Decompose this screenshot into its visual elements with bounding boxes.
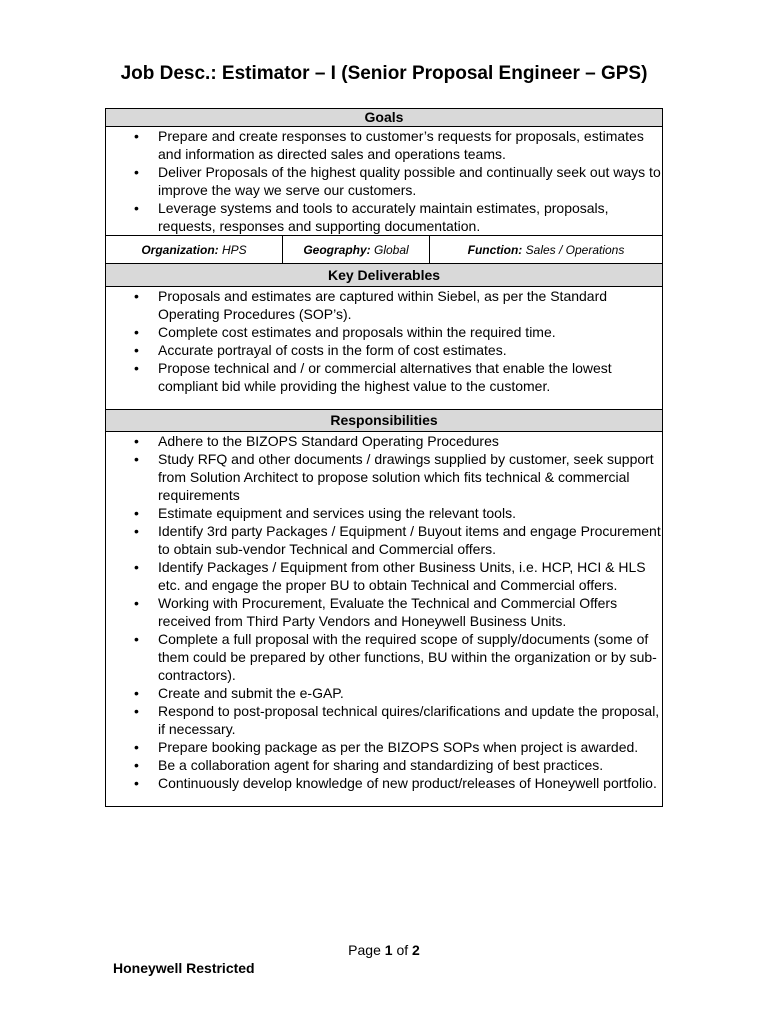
- responsibilities-header: Responsibilities: [106, 410, 663, 432]
- responsibilities-section: [106, 432, 663, 807]
- page-number: [0, 942, 768, 958]
- goals-list: [106, 127, 662, 235]
- function-cell: [430, 236, 663, 264]
- responsibility-item: • Working with Procurement, Evaluate the Technical and Commercial Offers received from Third Party Vendors and Honeywell Business Units.: [158, 594, 662, 630]
- job-description-table: [105, 108, 663, 807]
- geography-cell: [283, 236, 430, 264]
- responsibility-item: • Estimate equipment and services using the relevant tools.: [158, 504, 662, 522]
- responsibility-item: • Prepare booking package as per the BIZOPS SOPs when project is awarded.: [158, 738, 662, 756]
- responsibility-item: • Be a collaboration agent for sharing and standardizing of best practices.: [158, 756, 662, 774]
- goals-section: [106, 127, 663, 236]
- page-total: 2: [412, 942, 420, 958]
- goal-item: • Prepare and create responses to customer’s requests for proposals, estimates and information as directed sales and operations teams.: [158, 127, 662, 163]
- deliverable-item: • Accurate portrayal of costs in the form of cost estimates.: [158, 341, 662, 359]
- deliverable-item: • Proposals and estimates are captured within Siebel, as per the Standard Operating Procedures (SOP’s).: [158, 287, 662, 323]
- key-deliverables-header: Key Deliverables: [106, 264, 663, 287]
- responsibility-item: • Continuously develop knowledge of new product/releases of Honeywell portfolio.: [158, 774, 662, 792]
- document-title: Job Desc.: Estimator – I (Senior Proposal Engineer – GPS): [120, 63, 648, 84]
- organization-cell: [106, 236, 283, 264]
- responsibility-item: • Identify 3rd party Packages / Equipment / Buyout items and engage Procurement to obtain sub-vendor Technical and Commercial offers.: [158, 522, 662, 558]
- page-current: 1: [384, 942, 393, 958]
- geography-value: Global: [374, 242, 409, 257]
- organization-value: HPS: [222, 242, 247, 257]
- responsibility-item: • Create and submit the e-GAP.: [158, 684, 662, 702]
- goal-item: • Deliver Proposals of the highest quality possible and continually seek out ways to improve the way we serve our customers.: [158, 163, 662, 199]
- deliverable-item: • Propose technical and / or commercial alternatives that enable the lowest compliant bid while providing the highest value to the customer.: [158, 359, 662, 395]
- responsibility-item: • Respond to post-proposal technical quires/clarifications and update the proposal, if necessary.: [158, 702, 662, 738]
- key-deliverables-list: [106, 287, 662, 409]
- geography-label: Geography:: [303, 242, 371, 257]
- responsibility-item: • Study RFQ and other documents / drawings supplied by customer, seek support from Solution Architect to propose solution which fits technical & commercial requirements: [158, 450, 662, 504]
- function-label: Function:: [467, 242, 523, 257]
- deliverable-item: • Complete cost estimates and proposals within the required time.: [158, 323, 662, 341]
- responsibilities-list: [106, 432, 662, 806]
- page-of: of: [396, 942, 409, 958]
- goals-header: Goals: [106, 109, 663, 127]
- goal-item: • Leverage systems and tools to accurately maintain estimates, proposals, requests, responses and supporting documentation.: [158, 199, 662, 235]
- key-deliverables-section: [106, 287, 663, 410]
- page-label: Page: [348, 942, 381, 958]
- function-value: Sales / Operations: [525, 242, 625, 257]
- responsibility-item: • Adhere to the BIZOPS Standard Operating Procedures: [158, 432, 662, 450]
- organization-label: Organization:: [141, 242, 219, 257]
- classification-footer: Honeywell Restricted: [113, 960, 255, 976]
- responsibility-item: • Identify Packages / Equipment from other Business Units, i.e. HCP, HCI & HLS etc. and engage the proper BU to obtain Technical and Commercial offers.: [158, 558, 662, 594]
- responsibility-item: • Complete a full proposal with the required scope of supply/documents (some of them could be prepared by other functions, BU within the organization or by sub-contractors).: [158, 630, 662, 684]
